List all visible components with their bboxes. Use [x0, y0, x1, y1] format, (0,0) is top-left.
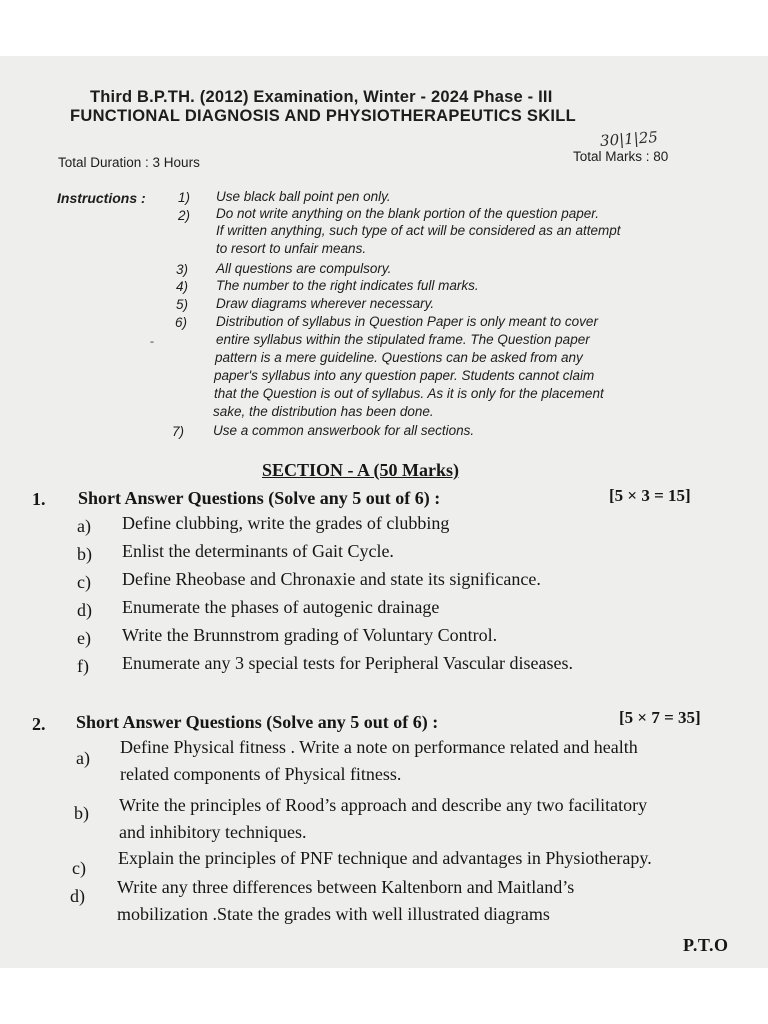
- sub-question-label: c): [72, 858, 86, 878]
- instruction-number: 4): [176, 279, 189, 294]
- sub-question-label: c): [77, 572, 91, 592]
- sub-question-text: Define Physical fitness . Write a note on performance related and health: [120, 737, 638, 757]
- sub-question-text: Enumerate the phases of autogenic drainage: [122, 597, 440, 617]
- sub-question-label: a): [77, 516, 91, 536]
- sub-question-text: Explain the principles of PNF technique and advantages in Physiotherapy.: [118, 848, 652, 868]
- sub-question-label: d): [70, 886, 85, 906]
- instruction-text: Distribution of syllabus in Question Paper is only meant to cover: [216, 314, 598, 329]
- question-number: 2.: [32, 714, 46, 734]
- sub-question-text: Define clubbing, write the grades of clubbing: [122, 513, 450, 533]
- instruction-text: The number to the right indicates full marks.: [216, 278, 479, 293]
- instruction-text: sake, the distribution has been done.: [213, 404, 434, 419]
- sub-question-label: f): [77, 656, 89, 676]
- instructions-label: Instructions :: [57, 190, 146, 206]
- instruction-number: 7): [172, 424, 185, 439]
- sub-question-text: and inhibitory techniques.: [119, 822, 307, 842]
- instruction-text: Do not write anything on the blank portion of the question paper.: [216, 206, 600, 221]
- instruction-number: 6): [175, 315, 188, 330]
- instruction-text: Use black ball point pen only.: [216, 189, 391, 204]
- instruction-text: that the Question is out of syllabus. As it is only for the placement: [214, 386, 604, 401]
- instruction-text: All questions are compulsory.: [216, 261, 392, 276]
- instruction-text: to resort to unfair means.: [216, 241, 367, 256]
- sub-question-label: d): [77, 600, 92, 620]
- question-title: Short Answer Questions (Solve any 5 out of 6) :: [78, 488, 441, 508]
- exam-title: Third B.P.TH. (2012) Examination, Winter - 2024 Phase - III: [90, 88, 553, 106]
- sub-question-text: Enlist the determinants of Gait Cycle.: [122, 541, 394, 561]
- sub-question-label: a): [76, 748, 90, 768]
- instruction-number: 1): [178, 190, 191, 205]
- instruction-text: If written anything, such type of act will be considered as an attempt: [216, 223, 621, 238]
- sub-question-label: b): [74, 803, 89, 823]
- sub-question-label: b): [77, 544, 92, 564]
- subject-title: FUNCTIONAL DIAGNOSIS AND PHYSIOTHERAPEUTICS SKILL: [70, 107, 577, 125]
- instruction-text: Draw diagrams wherever necessary.: [216, 296, 435, 311]
- sub-question-text: Write any three differences between Kaltenborn and Maitland’s: [117, 877, 575, 897]
- total-marks: Total Marks : 80: [573, 149, 669, 164]
- instruction-number: 2): [178, 208, 191, 223]
- instruction-text: paper's syllabus into any question paper. Students cannot claim: [214, 368, 595, 383]
- instruction-text: pattern is a mere guideline. Questions can be asked from any: [215, 350, 583, 365]
- question-marks: [5 × 7 = 35]: [619, 708, 701, 727]
- instruction-text: Use a common answerbook for all sections.: [213, 423, 475, 438]
- please-turn-over: P.T.O: [683, 935, 729, 955]
- sub-question-label: e): [77, 628, 91, 648]
- total-duration: Total Duration : 3 Hours: [58, 155, 200, 170]
- instruction-number: 5): [176, 297, 189, 312]
- instruction-number: 3): [176, 262, 189, 277]
- sub-question-text: mobilization .State the grades with well illustrated diagrams: [117, 904, 550, 924]
- sub-question-text: Enumerate any 3 special tests for Peripheral Vascular diseases.: [122, 653, 574, 673]
- question-marks: [5 × 3 = 15]: [609, 486, 691, 505]
- stray-mark: -: [150, 334, 154, 348]
- question-title: Short Answer Questions (Solve any 5 out of 6) :: [76, 712, 439, 732]
- handwritten-date: 30|1|25: [599, 128, 659, 150]
- section-heading: SECTION - A (50 Marks): [262, 460, 460, 480]
- instruction-text: entire syllabus within the stipulated frame. The Question paper: [216, 332, 590, 347]
- sub-question-text: Write the Brunnstrom grading of Voluntary Control.: [122, 625, 498, 645]
- sub-question-text: Write the principles of Rood’s approach and describe any two facilitatory: [119, 795, 648, 815]
- question-number: 1.: [32, 489, 46, 509]
- sub-question-text: Define Rheobase and Chronaxie and state its significance.: [122, 569, 541, 589]
- sub-question-text: related components of Physical fitness.: [120, 764, 402, 784]
